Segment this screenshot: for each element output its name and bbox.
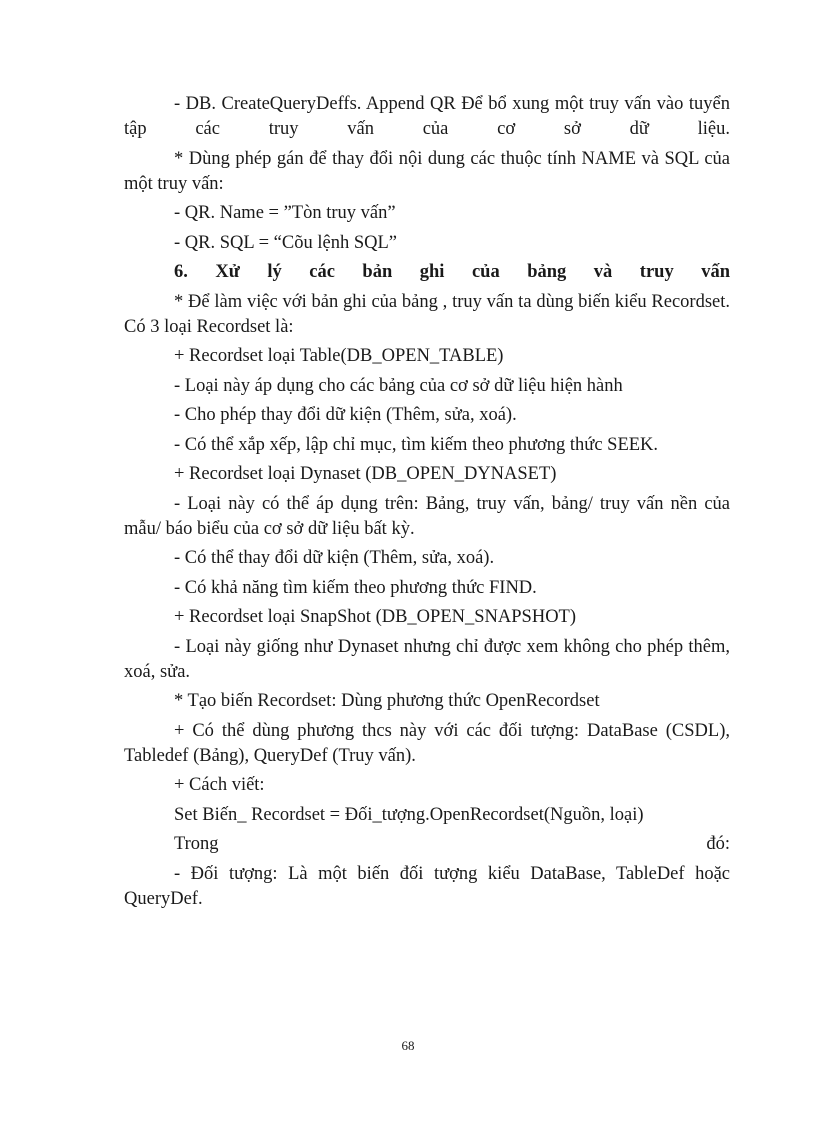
paragraph-table-seek: - Có thể xắp xếp, lập chỉ mục, tìm kiếm theo phương thức SEEK. (174, 434, 659, 455)
paragraph-snapshot-readonly: - Loại này giống như Dynaset nhưng chỉ được xem không cho phép thêm, xoá, sửa. (124, 636, 730, 682)
paragraph-object-definition: - Đối tượng: Là một biến đối tượng kiểu DataBase, TableDef hoặc QueryDef. (124, 863, 730, 909)
paragraph-qr-name: - QR. Name = ”Tòn truy vấn” (174, 203, 396, 223)
paragraph-dynaset-find: - Có khả năng tìm kiếm theo phương thức FIND. (174, 577, 537, 598)
paragraph-usable-objects: + Có thể dùng phương thcs này với các đối tượng: DataBase (CSDL), Tabledef (Bảng), QueryDef (Truy vấn). (124, 720, 730, 766)
page-number: 68 (401, 1038, 415, 1053)
paragraph-table-modify: - Cho phép thay đổi dữ kiện (Thêm, sửa, xoá). (174, 405, 517, 425)
paragraph-assign-properties: * Dùng phép gán để thay đổi nội dung các thuộc tính NAME và SQL của một truy vấn: (124, 148, 730, 194)
section-heading: 6. Xử lý các bản ghi của bảng và truy vấn (174, 262, 730, 282)
paragraph-dynaset-apply: - Loại này có thể áp dụng trên: Bảng, truy vấn, bảng/ truy vấn nền của mẫu/ báo biểu của cơ sở dữ liệu bất kỳ. (124, 493, 730, 539)
paragraph-qr-sql: - QR. SQL = “Cõu lệnh SQL” (174, 232, 397, 253)
paragraph-syntax-code: Set Biến_ Recordset = Đối_tượng.OpenRecordset(Nguồn, loại) (174, 804, 644, 825)
paragraph-table-apply: - Loại này áp dụng cho các bảng của cơ sở dữ liệu hiện hành (174, 375, 623, 396)
paragraph-append-query: - DB. CreateQueryDeffs. Append QR Để bổ xung một truy vấn vào tuyển tập các truy vấn của cơ sở dữ liệu. (124, 94, 730, 139)
paragraph-syntax-label: + Cách viết: (174, 775, 265, 795)
paragraph-create-variable: * Tạo biến Recordset: Dùng phương thức OpenRecordset (174, 691, 600, 711)
paragraph-recordset-intro: * Để làm việc với bản ghi của bảng , truy vấn ta dùng biến kiểu Recordset. Có 3 loại Recordset là: (124, 291, 730, 337)
paragraph-dynaset-type: + Recordset loại Dynaset (DB_OPEN_DYNASET) (174, 464, 557, 484)
paragraph-snapshot-type: + Recordset loại SnapShot (DB_OPEN_SNAPSHOT) (174, 607, 577, 627)
paragraph-dynaset-modify: - Có thể thay đổi dữ kiện (Thêm, sửa, xoá). (174, 548, 495, 568)
page-body (124, 92, 730, 916)
paragraph-where: Trong đó: (174, 834, 730, 854)
paragraph-table-type: + Recordset loại Table(DB_OPEN_TABLE) (174, 346, 504, 366)
